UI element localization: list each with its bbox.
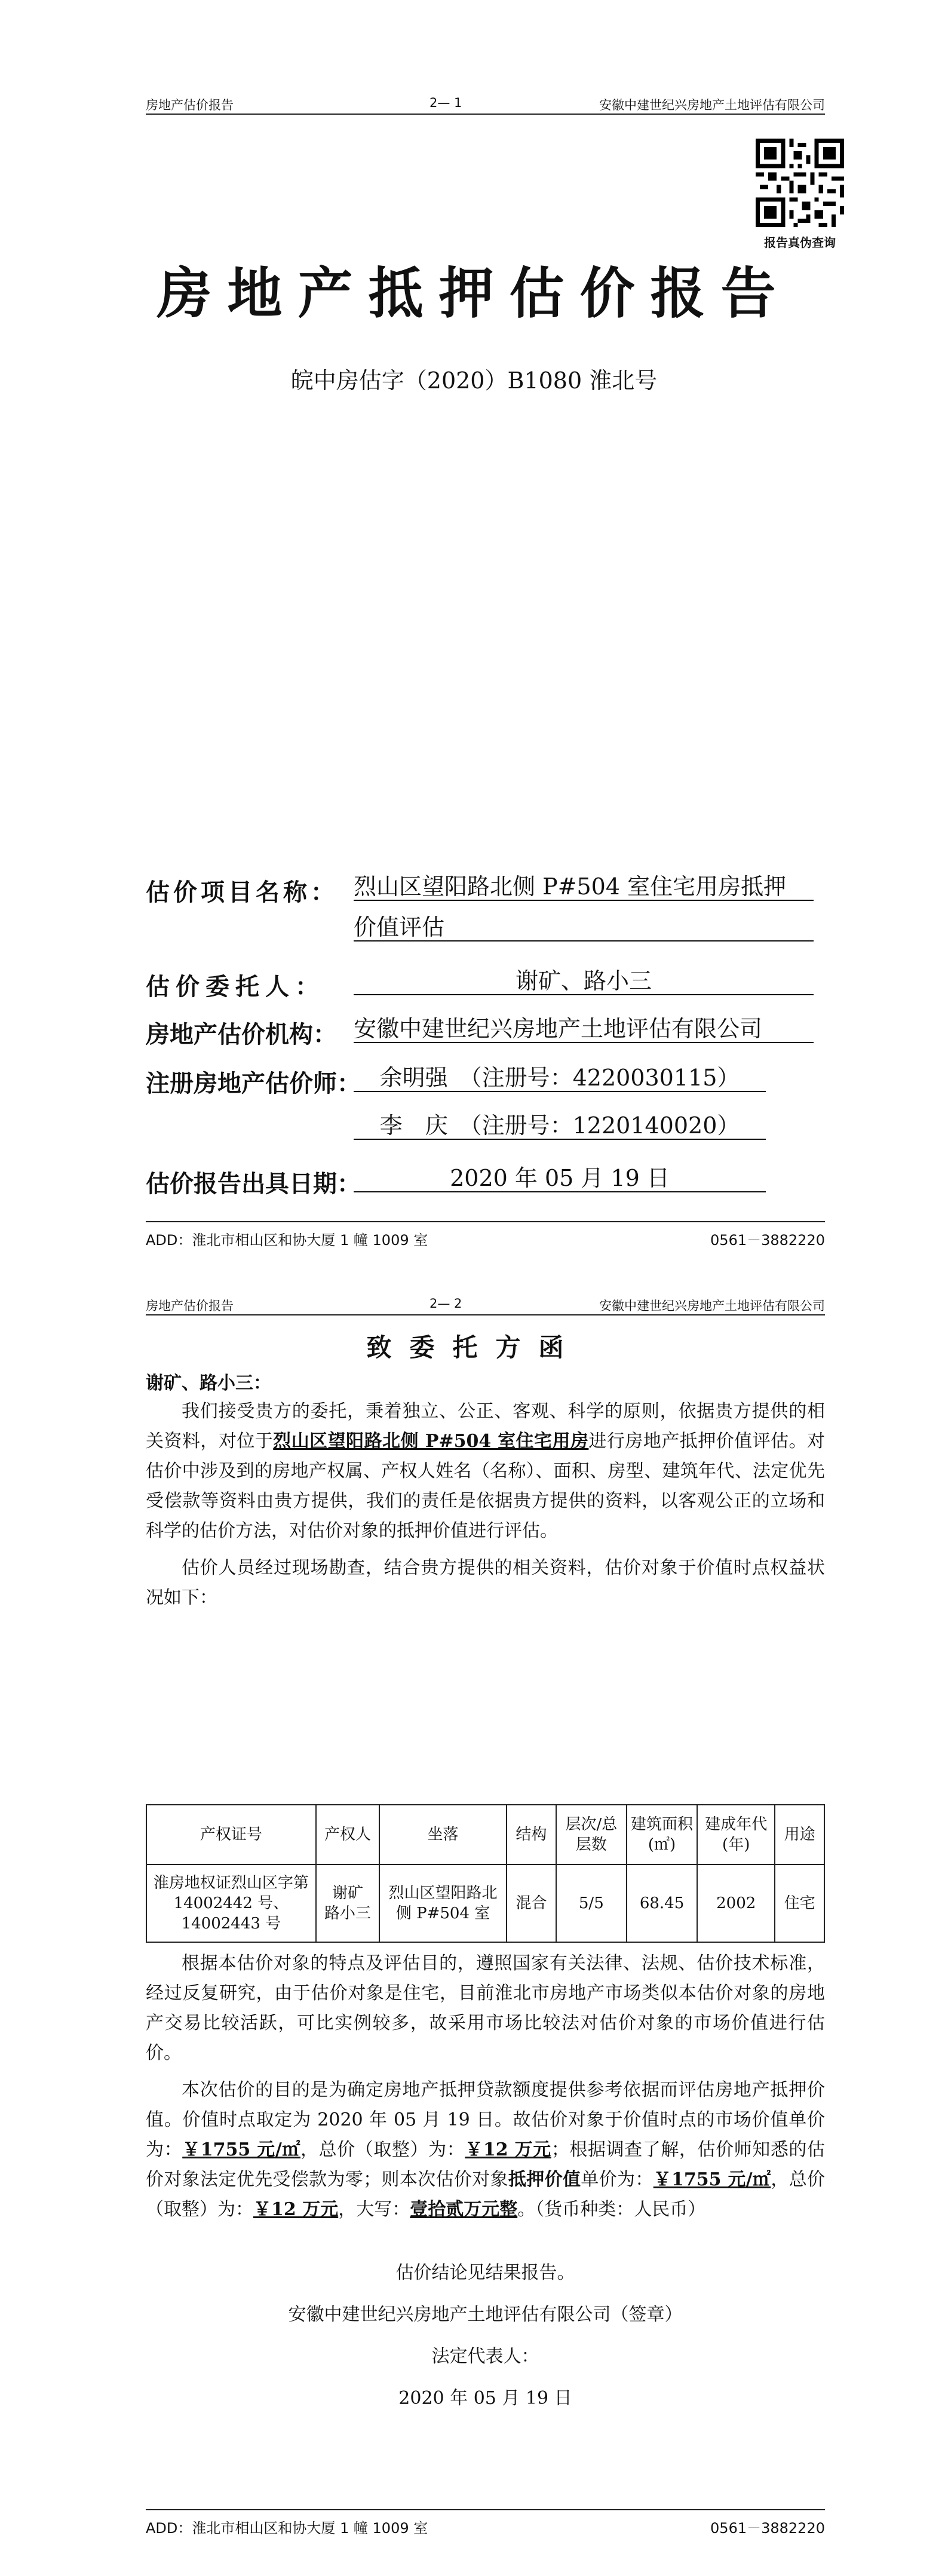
paragraph-3: 根据本估价对象的特点及评估目的，遵照国家有关法律、法规、估价技术标准，经过反复研究，由于估价对象是住宅，目前淮北市房地产市场类似本估价对象的房地产交易比较活跃，可比实例较多，故采用市场比较法对估价对象的市场价值进行估价。 [146,1953,825,2063]
table-header: 层次/总层数 [556,1805,627,1864]
salutation: 谢矿、路小三： [146,1373,271,1394]
cell-floors: 5/5 [556,1864,627,1942]
table-header: 坐落 [379,1805,507,1864]
document-number: 皖中房估字（2020）B1080 淮北号 [290,367,658,394]
header-company: 安徽中建世纪兴房地产土地评估有限公司 [599,1299,825,1313]
para1-text-a: 我们接受贵方的委托，秉着独立、公正、客观、科学的原则，依据贵方提供的相关资料，对位于 [146,1401,825,1452]
header-company: 安徽中建世纪兴房地产土地评估有限公司 [599,98,825,112]
property-address: 烈山区望阳路北侧 P#504 室住宅用房 [273,1431,589,1452]
client-value: 谢矿、路小三 [354,968,814,995]
closing-company: 安徽中建世纪兴房地产土地评估有限公司（签章） [288,2304,683,2325]
cell-owner: 谢矿 路小三 [316,1864,379,1942]
appraiser-1: 余明强 （注册号：4220030115） [354,1065,766,1092]
issue-date-value: 2020 年 05 月 19 日 [354,1165,766,1192]
closing-date: 2020 年 05 月 19 日 [398,2388,572,2409]
agency-label: 房地产估价机构： [146,1020,337,1048]
footer-address: ADD：淮北市相山区和协大厦 1 幢 1009 室 [146,1232,428,1249]
page-footer [146,1221,825,1249]
paragraph-4 [146,2075,825,2225]
letter-body-conclusion [146,1949,825,2225]
market-total-price: ￥12 万元 [465,2139,551,2160]
header-left: 房地产估价报告 [146,98,234,112]
page-header [146,96,825,115]
para4-text-a: 本次估价的目的是为确定房地产抵押贷款额度提供参考依据而评估房地产抵押价值。价值时点取定为 2020 年 05 月 19 日。故估价对象于价值时点的市场价值单价为： [146,2080,825,2160]
table-header: 产权证号 [146,1805,316,1864]
project-name-line1: 烈山区望阳路北侧 P#504 室住宅用房抵押 [354,873,814,901]
project-name-label: 估价项目名称： [146,878,338,906]
cell-year: 2002 [697,1864,775,1942]
cell-certificate: 淮房地权证烈山区字第 14002442 号、14002443 号 [146,1864,316,1942]
para1-text-c: 进行房地产抵押价值评估。对估价中涉及到的房地产权属、产权人姓名（名称）、面积、房型、建筑年代、法定优先受偿款等资料由贵方提供，我们的责任是依据贵方提供的资料，以客观公正的立场和科学的估价方法，对估价对象的抵押价值进行评估。 [146,1431,825,1541]
cell-structure: 混合 [507,1864,556,1942]
mortgage-total-price: ￥12 万元 [253,2199,339,2220]
mortgage-value-label: 抵押价值 [508,2169,581,2190]
market-unit-price: ￥1755 元/㎡ [182,2139,300,2160]
header-page-number: 2— 2 [429,1296,462,1311]
closing-representative: 法定代表人： [431,2346,539,2367]
page-header-2 [146,1296,825,1315]
property-table [146,1804,825,1943]
para4-text-f: ，大写： [338,2199,410,2220]
footer-address: ADD：淮北市相山区和协大厦 1 幢 1009 室 [146,2520,428,2537]
letter-title: 致委托方函 [366,1333,582,1362]
table-header-row [146,1805,824,1864]
para4-text-c: ；根据调查了解，估价师知悉的估价对象法定优先受偿款为零；则本次估价对象 [146,2139,826,2190]
letter-body-intro [146,1397,825,1613]
mortgage-unit-price: ￥1755 元/㎡ [653,2169,771,2190]
total-price-capital: 壹拾贰万元整 [410,2199,518,2220]
agency-value: 安徽中建世纪兴房地产土地评估有限公司 [354,1016,814,1043]
report-title: 房地产抵押估价报告 [157,261,791,326]
footer-phone: 0561－3882220 [710,2520,825,2537]
para4-text-e: ，总价（取整）为： [146,2169,826,2220]
cell-usage: 住宅 [775,1864,824,1942]
table-header: 结构 [507,1805,556,1864]
closing-block [146,2252,825,2419]
appraiser-label: 注册房地产估价师： [146,1069,361,1097]
cell-location: 烈山区望阳路北侧 P#504 室 [379,1864,507,1942]
header-page-number: 2— 1 [429,96,462,110]
project-name-line2: 价值评估 [354,914,814,942]
footer-phone: 0561－3882220 [710,1232,825,1249]
para4-text-g: 。（货币种类：人民币） [517,2199,706,2220]
cell-area: 68.45 [627,1864,697,1942]
para4-text-d: 单价为： [581,2169,654,2190]
para4-text-b: ，总价（取整）为： [300,2139,465,2160]
header-left: 房地产估价报告 [146,1299,234,1313]
closing-note: 估价结论见结果报告。 [395,2262,575,2283]
table-header: 建成年代(年) [697,1805,775,1864]
table-header: 用途 [775,1805,824,1864]
issue-date-label: 估价报告出具日期： [146,1170,361,1198]
table-header: 产权人 [316,1805,379,1864]
qr-caption: 报告真伪查询 [764,235,836,250]
qr-code-icon[interactable] [756,139,844,227]
paragraph-1 [146,1397,825,1546]
paragraph-2: 估价人员经过现场勘查，结合贵方提供的相关资料，估价对象于价值时点权益状况如下： [146,1557,825,1608]
table-row [146,1864,824,1942]
appraiser-2: 李 庆 （注册号：1220140020） [354,1112,766,1140]
table-header: 建筑面积(㎡) [627,1805,697,1864]
page-footer-2 [146,2509,825,2537]
client-label: 估价委托人： [146,973,325,1001]
